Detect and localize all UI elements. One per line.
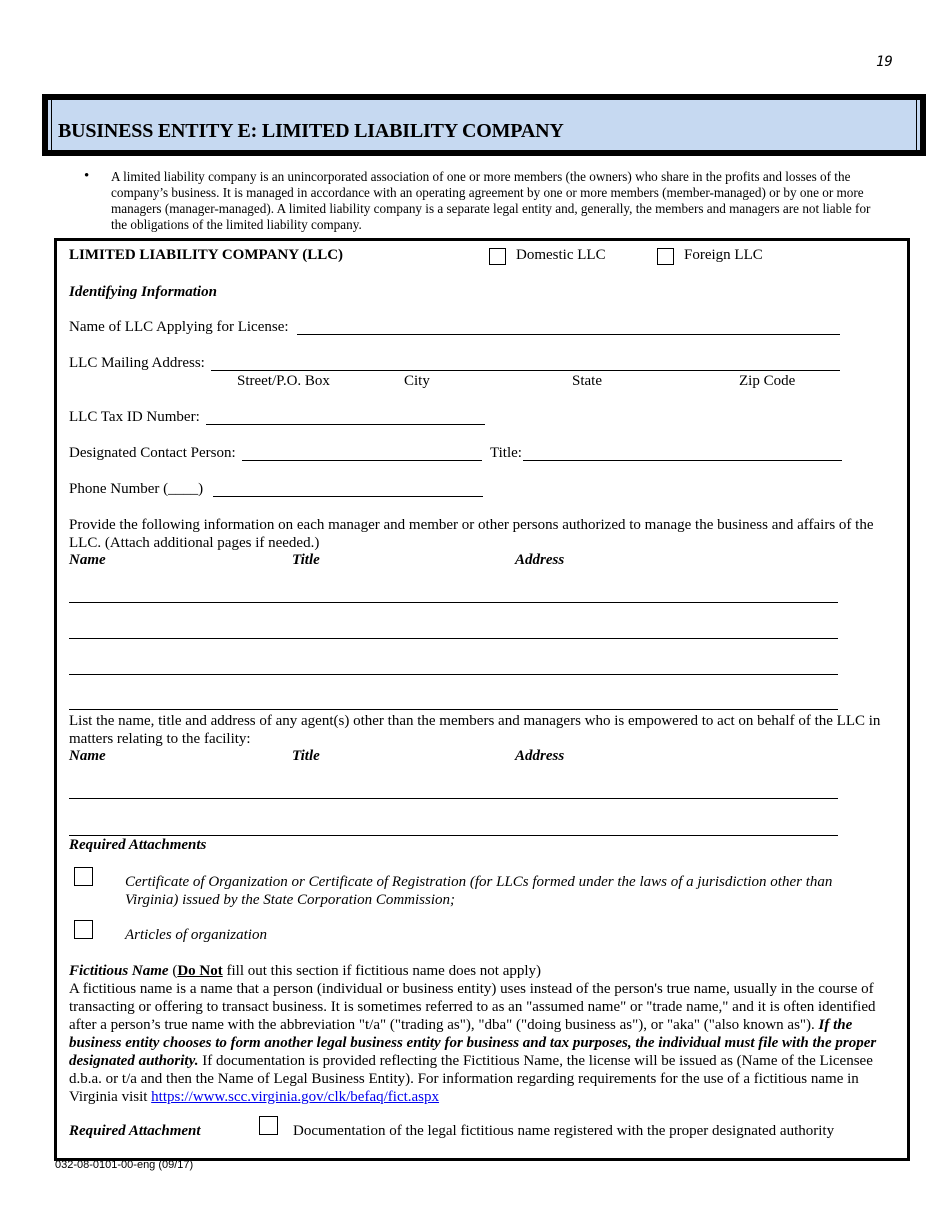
attachment-certificate-checkbox[interactable] [74, 867, 93, 886]
domestic-llc-checkbox[interactable] [489, 248, 506, 265]
required-attachment-text: Documentation of the legal fictitious name registered with the proper designated authority [293, 1123, 835, 1139]
manager-entry-line[interactable] [69, 638, 838, 639]
fictitious-heading: Fictitious Name [69, 963, 169, 979]
street-caption: Street/P.O. Box [237, 373, 330, 389]
llc-name-field[interactable] [297, 334, 840, 335]
fictitious-heading-rest: fill out this section if fictitious name does not apply) [226, 963, 542, 979]
tax-id-label: LLC Tax ID Number: [69, 409, 200, 425]
fictitious-heading-line [69, 963, 541, 980]
phone-label: Phone Number (____) [69, 481, 204, 497]
contact-title-field[interactable] [523, 460, 842, 461]
fictitious-name-link[interactable]: https://www.scc.virginia.gov/clk/befaq/fict.aspx [151, 1089, 440, 1105]
city-caption: City [404, 373, 430, 389]
mailing-address-field[interactable] [211, 370, 840, 371]
agent-entry-line[interactable] [69, 835, 838, 836]
agents-col-title: Title [292, 748, 320, 764]
required-attachments-heading: Required Attachments [69, 837, 207, 853]
attachment-articles-text: Articles of organization [125, 927, 267, 943]
bullet-icon: • [84, 168, 90, 184]
managers-col-name: Name [69, 552, 106, 568]
managers-instructions: Provide the following information on each manager and member or other persons authorized to manage the business and affairs of the LLC. (Attach additional pages if needed.) [69, 517, 874, 551]
page-title: BUSINESS ENTITY E: LIMITED LIABILITY COMPANY [58, 120, 564, 142]
attachment-articles-checkbox[interactable] [74, 920, 93, 939]
tax-id-field[interactable] [206, 424, 485, 425]
required-attachment-label: Required Attachment [69, 1123, 201, 1139]
mailing-address-label: LLC Mailing Address: [69, 355, 205, 371]
fictitious-body [69, 980, 901, 1106]
zip-caption: Zip Code [739, 373, 796, 389]
managers-col-address: Address [515, 552, 565, 568]
fictitious-body-bold: If the business entity chooses to form another legal business entity for business and tax purposes, the individual must file with the proper designated authority. [69, 1017, 877, 1069]
llc-name-label: Name of LLC Applying for License: [69, 319, 289, 335]
agents-col-name: Name [69, 748, 106, 764]
agents-col-address: Address [515, 748, 565, 764]
fictitious-documentation-checkbox[interactable] [259, 1116, 278, 1135]
fictitious-body-1: A fictitious name is a name that a person (individual or business entity) uses instead of the person's true name, usually in the course of transacting or offering to transact business. It is sometimes referred to as an "assumed name" or "trade name," and it is often identified after a person’s true name with the abbreviation "t/a" ("trading as"), "dba" ("doing business as"), or "aka" ("also known as"). [69, 981, 876, 1033]
foreign-llc-label: Foreign LLC [684, 247, 763, 263]
intro-text: A limited liability company is an unincorporated association of one or more members (the owners) who share in the profits and losses of the company’s business. It is managed in accordance with an operating agreement by one or more members (member-managed) or by one or more managers (manager-managed). A limited liability company is a separate legal entity and, generally, the members and managers are not liable for the obligations of the limited liability company. [111, 169, 871, 232]
manager-entry-line[interactable] [69, 674, 838, 675]
attachment-certificate-text: Certificate of Organization or Certificate of Registration (for LLCs formed under the laws of a jurisdiction other than Virginia) issued by the State Corporation Commission; [125, 874, 833, 908]
domestic-llc-label: Domestic LLC [516, 247, 606, 263]
state-caption: State [572, 373, 602, 389]
agents-instructions: List the name, title and address of any agent(s) other than the members and managers who is empowered to act on behalf of the LLC in matters relating to the facility: [69, 713, 881, 747]
managers-col-title: Title [292, 552, 320, 568]
paren-open: ( [172, 963, 178, 979]
manager-entry-line[interactable] [69, 709, 838, 710]
do-not-text: Do Not [177, 963, 223, 979]
phone-field[interactable] [213, 496, 483, 497]
contact-title-label: Title: [490, 445, 522, 461]
section-title: LIMITED LIABILITY COMPANY (LLC) [69, 247, 344, 263]
contact-person-field[interactable] [242, 460, 482, 461]
identifying-heading: Identifying Information [69, 284, 217, 300]
page-number: 19 [876, 54, 893, 70]
agent-entry-line[interactable] [69, 798, 838, 799]
form-code: 032-08-0101-00-eng (09/17) [55, 1159, 194, 1171]
manager-entry-line[interactable] [69, 602, 838, 603]
foreign-llc-checkbox[interactable] [657, 248, 674, 265]
contact-person-label: Designated Contact Person: [69, 445, 236, 461]
fictitious-body-2: If documentation is provided reflecting the Fictitious Name, the license will be issued as (Name of the Licensee d.b.a. or t/a and then the Name of Legal Business Entity). For information regarding requirements for the use of a fictitious name in Virginia visit [69, 1053, 873, 1105]
